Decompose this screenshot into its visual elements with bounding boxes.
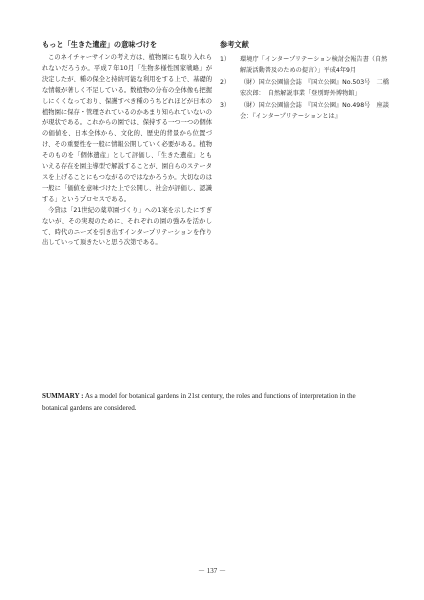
summary-text: As a model for botanical gardens in 21st century, the roles and functions of interpretation in the botanical gardens are considered. bbox=[42, 392, 356, 412]
section-heading: もっと「生きた遺産」の意味づけを bbox=[42, 40, 158, 49]
english-summary bbox=[42, 390, 382, 414]
reference-text: （財）国立公園協会誌 『国立公園』No.503号 二橋宏次郎： 自然解説事業「登別野外博物館」 bbox=[240, 79, 389, 97]
summary-label: SUMMARY : bbox=[42, 392, 84, 400]
reference-item bbox=[220, 77, 392, 99]
references-heading: 参考文献 bbox=[220, 40, 249, 49]
reference-number: 1） bbox=[220, 56, 231, 63]
references-column bbox=[220, 40, 392, 123]
body-paragraph-1: このネイチャーサインの考え方は、植物園にも取り入れられないだろうか。平成７年10月「生物多様性国家戦略」が決定したが、種の保全と持続可能な利用をする上で、基礎的な情報が著しく不足している。数植物の分布の全体像も把握しにくくなっており、保護すべき種のうちどれほどが日本の植物園に保存・管理されているのかあまり知られていないのが現状である。これからの園では、保持する一つ一つの個体の価値を、日本全体から、文化的、歴史的背景から位置づけ、その重要性を一般に情報公開していく必要がある。植物そのものを「個体遺産」として評価し、「生きた遺産」ともいえる存在を園主導型で解説することが、園自らのステータスを上げることにもつながるのではなかろうか。大切なのは一般に「価値を意味づけた上で公開し、社会が評価し、認識する」というプロセスである。 bbox=[42, 54, 213, 203]
reference-number: 3） bbox=[220, 102, 231, 109]
main-text-column bbox=[42, 40, 212, 249]
reference-number: 2） bbox=[220, 79, 231, 86]
reference-item bbox=[220, 100, 392, 122]
page-number: － 137 － bbox=[198, 567, 226, 575]
body-paragraph-2: 今貸は「21世紀の薬草園づくり」への1案を示したにすぎないが、その実現のために、それぞれの園の強みを活かして、時代のニーズを引き出すインタープリテーションを作り出していって頂きたいと思う次第である。 bbox=[42, 206, 212, 247]
reference-text: （財）国立公園協会誌 『国立公園』No.498号 座談会：『インタープリテーションとは』 bbox=[240, 102, 389, 120]
reference-text: 環境庁「インタープリテーション検討会報告書（自然解説活動普及のための提言）」平成4年9月 bbox=[240, 56, 388, 74]
reference-item bbox=[220, 54, 392, 76]
